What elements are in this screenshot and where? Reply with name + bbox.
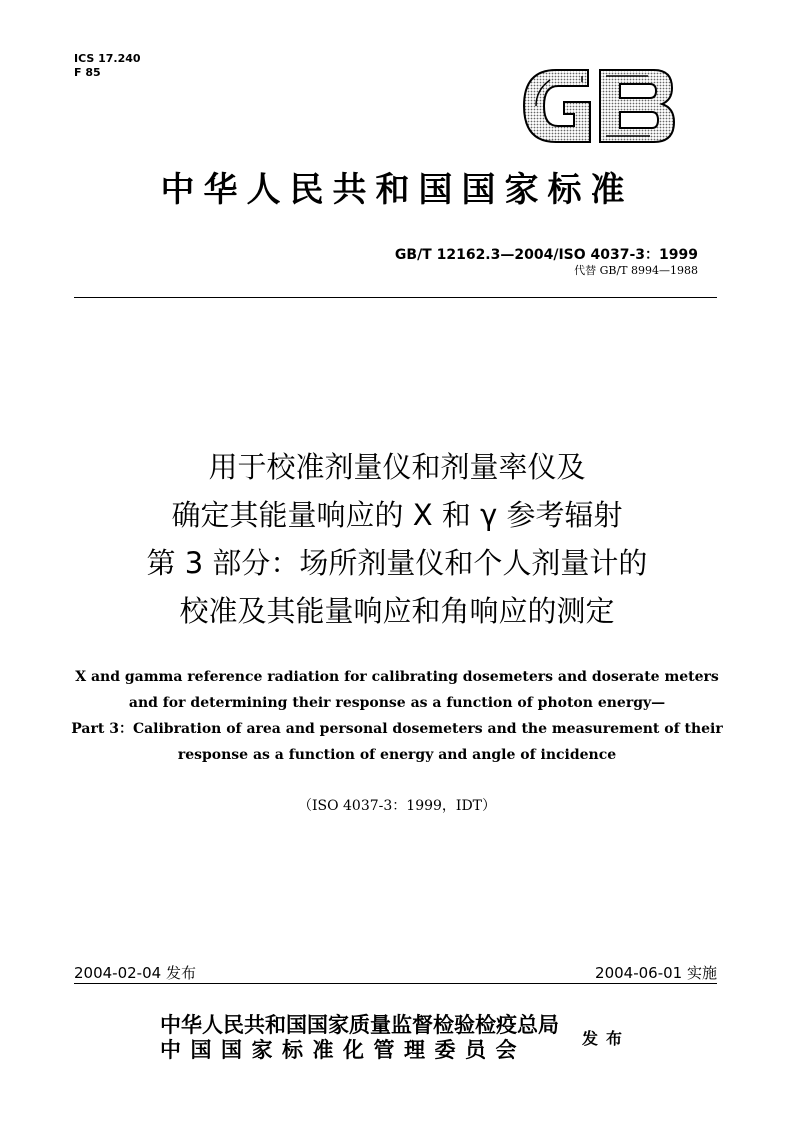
english-title — [0, 664, 794, 768]
issue-date: 2004-02-04 发布 — [74, 964, 196, 982]
publish-label: 发布 — [582, 1029, 631, 1048]
chinese-title-line-1: 用于校准剂量仪和剂量率仪及 — [208, 450, 586, 484]
issuing-authorities — [160, 1012, 559, 1062]
replaces-standard: 代替 GB/T 8994—1988 — [574, 264, 698, 277]
issuer-aqsiq: 中华人民共和国国家质量监督检验检疫总局 — [160, 1012, 559, 1037]
ics-code: ICS 17.240 — [74, 52, 141, 65]
classification-codes — [74, 52, 141, 80]
chinese-title-line-3: 第 3 部分：场所剂量仪和个人剂量计的 — [146, 546, 648, 580]
gb-logo-graphic — [518, 60, 678, 152]
chinese-title-line-2: 确定其能量响应的 X 和 γ 参考辐射 — [171, 498, 623, 532]
standard-code: GB/T 12162.3—2004/ISO 4037-3：1999 — [394, 247, 698, 263]
english-title-line-2: and for determining their response as a function of photon energy— — [128, 695, 666, 711]
ccs-code: F 85 — [74, 66, 101, 79]
footer-divider — [74, 983, 717, 984]
standard-type-title: 中华人民共和国国家标准 — [160, 170, 634, 210]
english-title-line-1: X and gamma reference radiation for calibrating dosemeters and doserate meters — [75, 669, 719, 685]
english-title-line-4: response as a function of energy and angle of incidence — [177, 747, 617, 763]
chinese-title — [0, 443, 794, 635]
english-title-line-3: Part 3：Calibration of area and personal dosemeters and the measurement of their — [71, 721, 723, 737]
implementation-date: 2004-06-01 实施 — [595, 964, 717, 982]
chinese-title-line-4: 校准及其能量响应和角响应的测定 — [179, 594, 615, 628]
header-divider — [74, 297, 717, 298]
issuer-sac: 中国国家标准化管理委员会 — [160, 1037, 526, 1062]
gb-logo — [518, 60, 678, 152]
iso-equivalence: （ISO 4037-3：1999，IDT） — [297, 798, 497, 814]
